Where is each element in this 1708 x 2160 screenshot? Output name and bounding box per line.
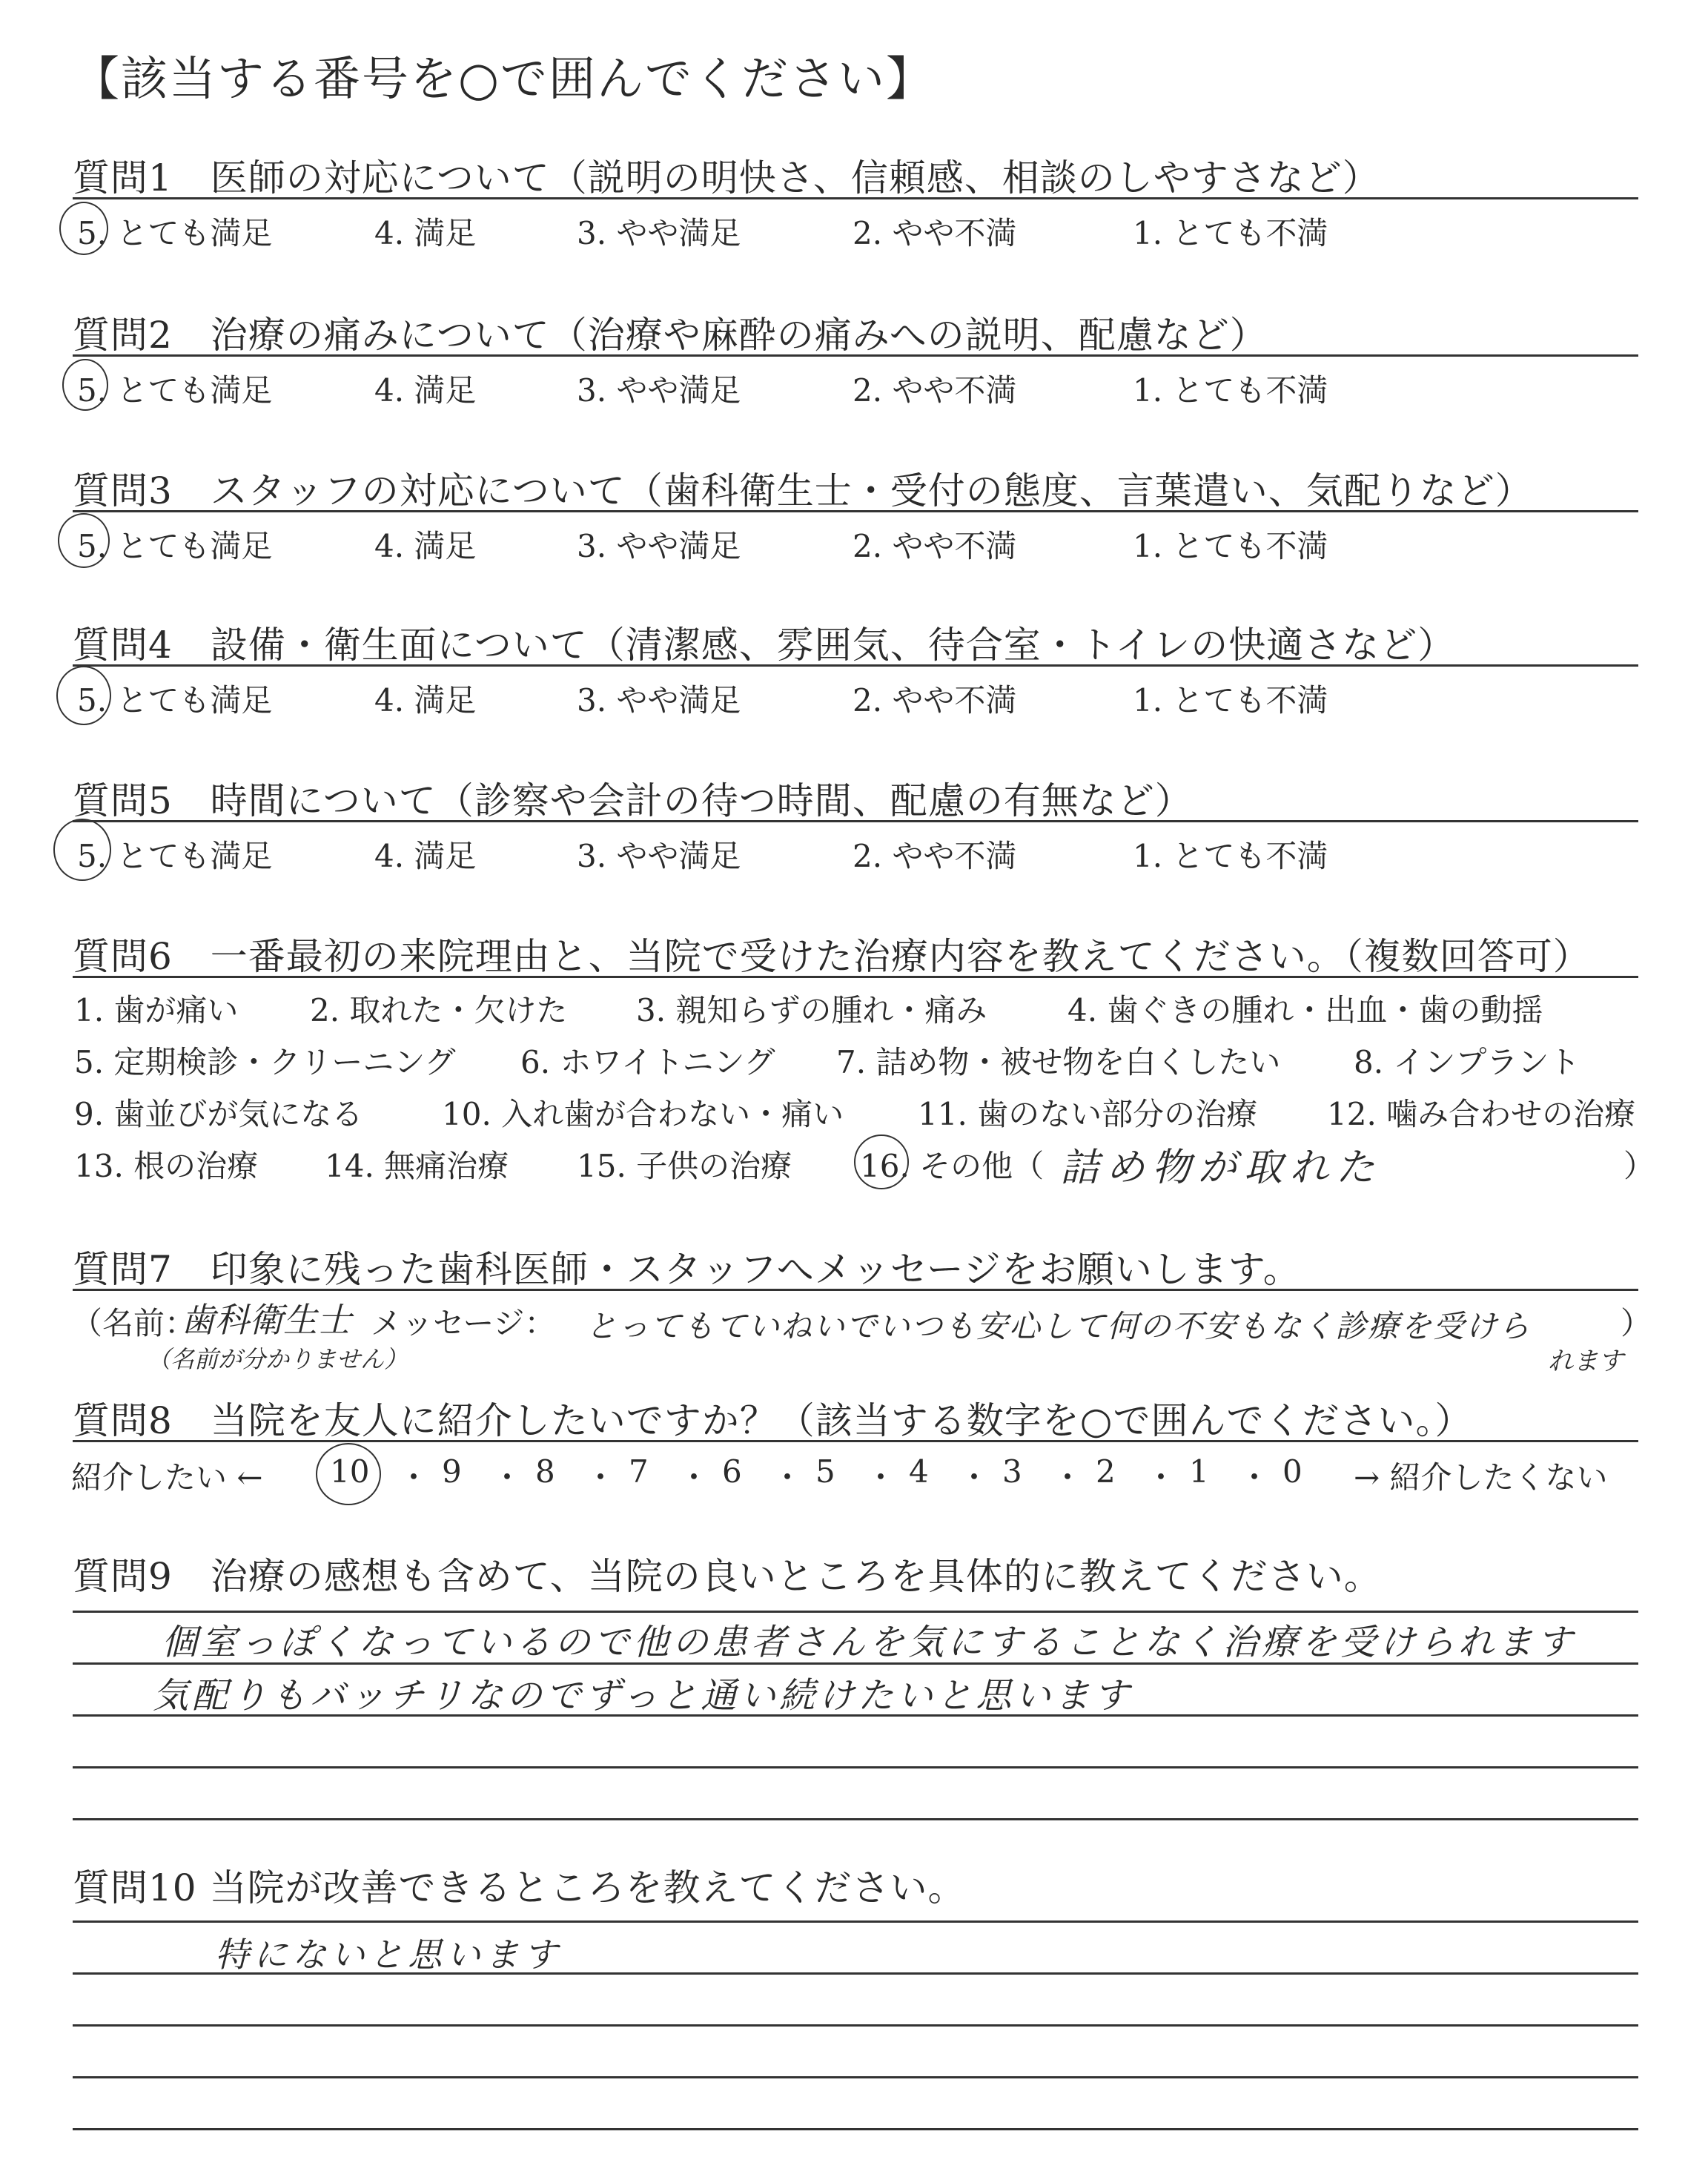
q4-option-3[interactable]: 3. やや満足 bbox=[577, 682, 741, 719]
q6-option-12[interactable]: 12. 噛み合わせの治療 bbox=[1327, 1096, 1636, 1132]
q1-option-4[interactable]: 4. 満足 bbox=[374, 215, 477, 251]
q8-scale-2[interactable]: 2 bbox=[1096, 1453, 1116, 1490]
q6-option-10[interactable]: 10. 入れ歯が合わない・痛い bbox=[442, 1096, 844, 1132]
q7-name-answer[interactable]: 歯科衛生士 bbox=[181, 1300, 351, 1340]
answer-line bbox=[73, 2128, 1638, 2130]
q6-option-9[interactable]: 9. 歯並びが気になる bbox=[74, 1096, 363, 1132]
divider bbox=[73, 197, 1638, 199]
question-2-title: 質問2 治療の痛みについて（治療や麻酔の痛みへの説明、配慮など） bbox=[73, 314, 1268, 357]
divider bbox=[73, 510, 1638, 512]
question-9-title: 質問9 治療の感想も含めて、当院の良いところを具体的に教えてください。 bbox=[73, 1555, 1382, 1598]
question-3-title: 質問3 スタッフの対応について（歯科衛生士・受付の態度、言葉遣い、気配りなど） bbox=[73, 469, 1533, 512]
q1-selection-circle bbox=[59, 202, 108, 255]
q8-scale-7[interactable]: 7 bbox=[629, 1453, 649, 1490]
answer-line bbox=[73, 2076, 1638, 2078]
q5-option-1[interactable]: 1. とても不満 bbox=[1133, 838, 1328, 874]
q6-option-8[interactable]: 8. インプラント bbox=[1354, 1044, 1580, 1080]
q6-option-14[interactable]: 14. 無痛治療 bbox=[325, 1148, 509, 1184]
q8-scale-dot: ・ bbox=[491, 1459, 523, 1496]
q8-scale-10[interactable]: 10 bbox=[330, 1453, 370, 1490]
q7-message-close: ） bbox=[1621, 1305, 1652, 1341]
q2-option-4[interactable]: 4. 満足 bbox=[374, 372, 477, 409]
q3-option-2[interactable]: 2. やや不満 bbox=[853, 528, 1017, 564]
q5-option-2[interactable]: 2. やや不満 bbox=[853, 838, 1017, 874]
q6-option-11[interactable]: 11. 歯のない部分の治療 bbox=[918, 1096, 1258, 1132]
q6-option-7[interactable]: 7. 詰め物・被せ物を白くしたい bbox=[836, 1044, 1281, 1080]
q8-scale-3[interactable]: 3 bbox=[1002, 1453, 1022, 1490]
q3-option-1[interactable]: 1. とても不満 bbox=[1133, 528, 1328, 564]
divider bbox=[73, 1440, 1638, 1442]
question-7-title: 質問7 印象に残った歯科医師・スタッフへメッセージをお願いします。 bbox=[73, 1248, 1301, 1291]
question-10-title: 質問10 当院が改善できるところを教えてください。 bbox=[73, 1866, 966, 1909]
q5-selection-circle bbox=[53, 819, 111, 881]
q3-option-4[interactable]: 4. 満足 bbox=[374, 528, 477, 564]
divider bbox=[73, 976, 1638, 978]
q10-answer-line-1[interactable]: 特にないと思います bbox=[215, 1935, 562, 1975]
q5-option-5[interactable]: 5. とても満足 bbox=[77, 838, 273, 874]
q8-scale-dot: ・ bbox=[1145, 1459, 1177, 1496]
q6-option-2[interactable]: 2. 取れた・欠けた bbox=[310, 992, 568, 1028]
q6-option-3[interactable]: 3. 親知らずの腫れ・痛み bbox=[636, 992, 987, 1028]
q9-answer-line-2[interactable]: 気配りもバッチリなのでずっと通い続けたいと思います bbox=[153, 1675, 1133, 1717]
q8-scale-9[interactable]: 9 bbox=[442, 1453, 462, 1490]
q8-scale-dot: ・ bbox=[772, 1459, 804, 1496]
answer-line bbox=[73, 1920, 1638, 1923]
q2-option-5[interactable]: 5. とても満足 bbox=[77, 372, 273, 409]
page-title: 【該当する番号を○で囲んでください】 bbox=[73, 52, 934, 106]
q7-name-label: （名前： bbox=[71, 1305, 196, 1341]
q6-option-4[interactable]: 4. 歯ぐきの腫れ・出血・歯の動揺 bbox=[1068, 992, 1543, 1028]
q8-selection-circle bbox=[316, 1443, 381, 1505]
q8-scale-dot: ・ bbox=[678, 1459, 710, 1496]
q6-option-15[interactable]: 15. 子供の治療 bbox=[577, 1148, 792, 1184]
q8-left-label: 紹介したい ← bbox=[71, 1459, 263, 1496]
q4-option-1[interactable]: 1. とても不満 bbox=[1133, 682, 1328, 719]
q3-option-5[interactable]: 5. とても満足 bbox=[77, 528, 273, 564]
q6-other-answer[interactable]: 詰め物が取れた bbox=[1060, 1146, 1383, 1190]
question-4-title: 質問4 設備・衛生面について（清潔感、雰囲気、待合室・トイレの快適さなど） bbox=[73, 624, 1456, 667]
q7-message-label: メッセージ： bbox=[371, 1305, 556, 1341]
q4-option-4[interactable]: 4. 満足 bbox=[374, 682, 477, 719]
q6-selection-circle bbox=[854, 1135, 909, 1189]
q6-option-5[interactable]: 5. 定期検診・クリーニング bbox=[74, 1044, 456, 1080]
answer-line bbox=[73, 1766, 1638, 1768]
answer-line bbox=[73, 1611, 1638, 1613]
q7-message-answer[interactable]: とってもていねいでいつも安心して何の不安もなく診療を受けら bbox=[586, 1308, 1532, 1344]
q8-right-label: → 紹介したくない bbox=[1354, 1459, 1608, 1496]
q8-scale-1[interactable]: 1 bbox=[1189, 1453, 1209, 1490]
q2-option-1[interactable]: 1. とても不満 bbox=[1133, 372, 1328, 409]
divider bbox=[73, 1289, 1638, 1291]
q6-option-6[interactable]: 6. ホワイトニング bbox=[520, 1044, 775, 1080]
q8-scale-dot: ・ bbox=[585, 1459, 617, 1496]
question-5-title: 質問5 時間について（診察や会計の待つ時間、配慮の有無など） bbox=[73, 779, 1193, 822]
q8-scale-5[interactable]: 5 bbox=[815, 1453, 835, 1490]
answer-line bbox=[73, 2024, 1638, 2027]
q3-selection-circle bbox=[58, 513, 110, 568]
q8-scale-dot: ・ bbox=[865, 1459, 897, 1496]
q6-option-16[interactable]: 16. その他（ bbox=[860, 1148, 1045, 1184]
q4-option-2[interactable]: 2. やや不満 bbox=[853, 682, 1017, 719]
q1-option-2[interactable]: 2. やや不満 bbox=[853, 215, 1017, 251]
q2-option-2[interactable]: 2. やや不満 bbox=[853, 372, 1017, 409]
answer-line bbox=[73, 1818, 1638, 1820]
q6-option-1[interactable]: 1. 歯が痛い bbox=[74, 992, 239, 1028]
q6-option-13[interactable]: 13. 根の治療 bbox=[74, 1148, 259, 1184]
divider bbox=[73, 664, 1638, 667]
divider bbox=[73, 354, 1638, 357]
q6-other-close: ） bbox=[1623, 1148, 1655, 1184]
question-6-title: 質問6 一番最初の来院理由と、当院で受けた治療内容を教えてください。（複数回答可） bbox=[73, 935, 1591, 978]
q7-message-continued: れます bbox=[1548, 1347, 1623, 1376]
q9-answer-line-1[interactable]: 個室っぽくなっているので他の患者さんを気にすることなく治療を受けられます bbox=[162, 1622, 1577, 1663]
q1-option-3[interactable]: 3. やや満足 bbox=[577, 215, 741, 251]
q8-scale-dot: ・ bbox=[1239, 1459, 1271, 1496]
q4-option-5[interactable]: 5. とても満足 bbox=[77, 682, 273, 719]
q8-scale-6[interactable]: 6 bbox=[722, 1453, 742, 1490]
q8-scale-dot: ・ bbox=[959, 1459, 990, 1496]
q8-scale-dot: ・ bbox=[1052, 1459, 1084, 1496]
q2-selection-circle bbox=[62, 359, 108, 411]
q7-name-note: （名前が分かりません） bbox=[147, 1345, 408, 1373]
q4-selection-circle bbox=[56, 666, 111, 725]
q8-scale-4[interactable]: 4 bbox=[909, 1453, 929, 1490]
q5-option-3[interactable]: 3. やや満足 bbox=[577, 838, 741, 874]
question-8-title: 質問8 当院を友人に紹介したいですか？（該当する数字を○で囲んでください。） bbox=[73, 1399, 1473, 1442]
q8-scale-dot: ・ bbox=[398, 1459, 430, 1496]
q8-scale-0[interactable]: 0 bbox=[1282, 1453, 1302, 1490]
q3-option-3[interactable]: 3. やや満足 bbox=[577, 528, 741, 564]
q5-option-4[interactable]: 4. 満足 bbox=[374, 838, 477, 874]
divider bbox=[73, 820, 1638, 822]
q8-scale-8[interactable]: 8 bbox=[535, 1453, 555, 1490]
q1-option-5[interactable]: 5. とても満足 bbox=[77, 215, 273, 251]
q2-option-3[interactable]: 3. やや満足 bbox=[577, 372, 741, 409]
q1-option-1[interactable]: 1. とても不満 bbox=[1133, 215, 1328, 251]
question-1-title: 質問1 医師の対応について（説明の明快さ、信頼感、相談のしやすさなど） bbox=[73, 156, 1380, 199]
